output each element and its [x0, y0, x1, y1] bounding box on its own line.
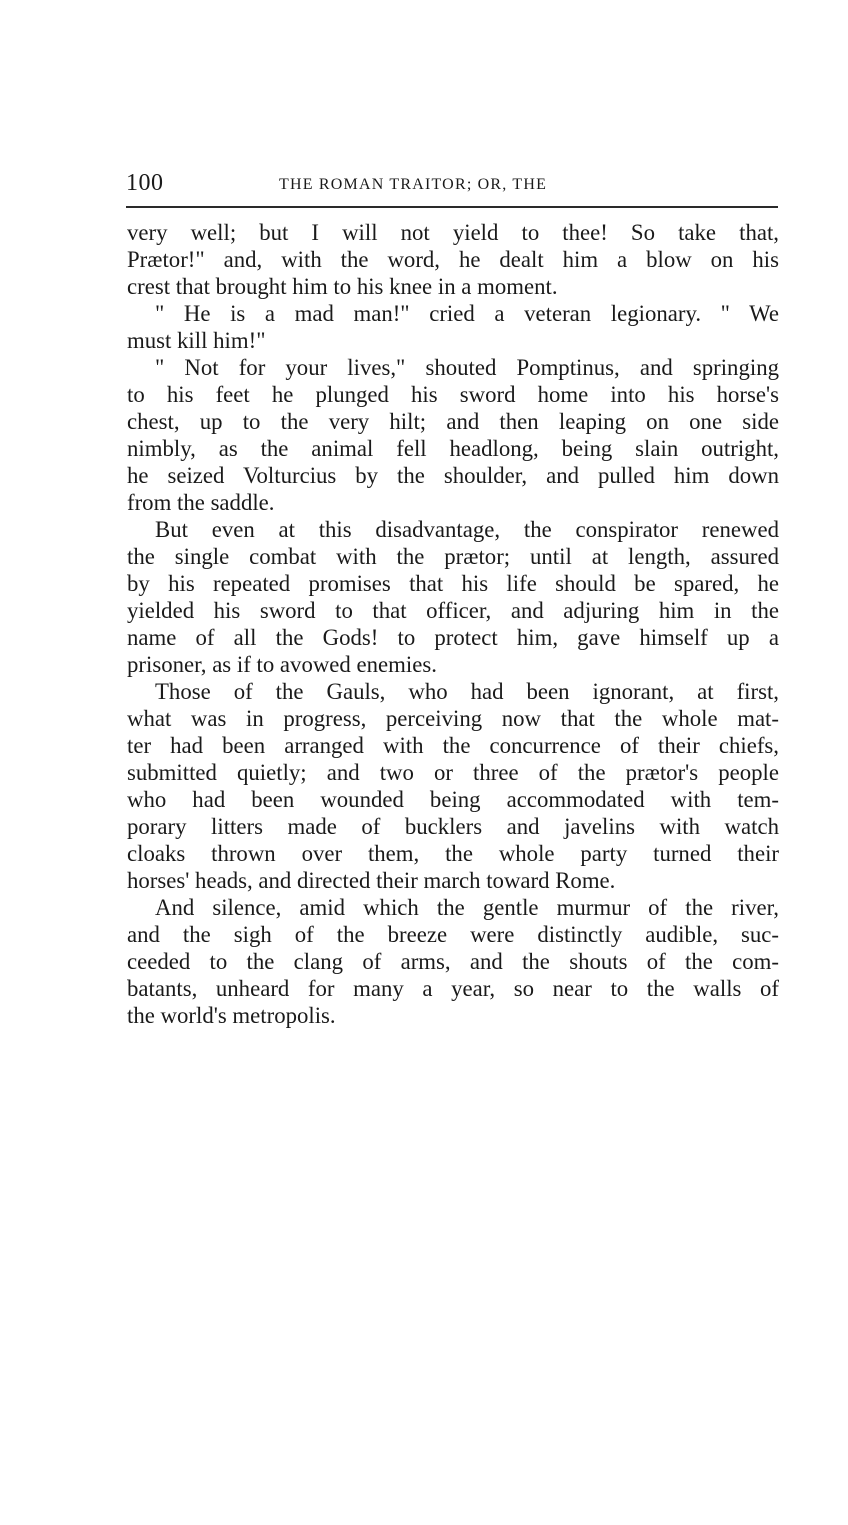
text-line: by his repeated promises that his life should be spared, he [127, 571, 779, 596]
text-line: and the sigh of the breeze were distinctly audible, suc- [127, 922, 779, 947]
text-line: must kill him!" [127, 328, 266, 353]
text-line: name of all the Gods! to protect him, gave himself up a [127, 625, 779, 650]
text-line: what was in progress, perceiving now that the whole mat- [127, 706, 779, 731]
text-line: batants, unheard for many a year, so near to the walls of [127, 976, 779, 1001]
text-line: to his feet he plunged his sword home into his horse's [127, 382, 779, 407]
text-line: porary litters made of bucklers and javelins with watch [127, 814, 779, 839]
text-line: Those of the Gauls, who had been ignorant, at first, [155, 679, 779, 704]
text-line: very well; but I will not yield to thee! So take that, [127, 220, 779, 245]
text-line: chest, up to the very hilt; and then leaping on one side [127, 409, 779, 434]
body-text [127, 219, 779, 1029]
header-rule [126, 206, 778, 208]
text-line: nimbly, as the animal fell headlong, being slain outright, [127, 436, 779, 461]
text-line: ceeded to the clang of arms, and the shouts of the com- [127, 949, 779, 974]
text-line: cloaks thrown over them, the whole party turned their [127, 841, 779, 866]
text-line: yielded his sword to that officer, and adjuring him in the [127, 598, 779, 623]
text-line: the world's metropolis. [127, 1003, 336, 1028]
text-line: crest that brought him to his knee in a moment. [127, 274, 558, 299]
text-line: But even at this disadvantage, the conspirator renewed [155, 517, 779, 542]
text-line: " Not for your lives," shouted Pomptinus, and springing [155, 355, 779, 380]
page-number: 100 [126, 170, 164, 196]
text-line: Prætor!" and, with the word, he dealt him a blow on his [127, 247, 779, 272]
text-line: he seized Volturcius by the shoulder, and pulled him down [127, 463, 779, 488]
text-line: horses' heads, and directed their march toward Rome. [127, 868, 616, 893]
text-line: And silence, amid which the gentle murmur of the river, [155, 895, 779, 920]
text-line: submitted quietly; and two or three of the prætor's people [127, 760, 779, 785]
text-line: from the saddle. [127, 490, 275, 515]
text-line: ter had been arranged with the concurrence of their chiefs, [127, 733, 779, 758]
text-line: " He is a mad man!" cried a veteran legionary. " We [155, 301, 779, 326]
running-head [126, 170, 778, 202]
text-line: the single combat with the prætor; until at length, assured [127, 544, 779, 569]
text-line: who had been wounded being accommodated with tem- [127, 787, 779, 812]
running-title: THE ROMAN TRAITOR; OR, THE [279, 176, 548, 193]
text-line: prisoner, as if to avowed enemies. [127, 652, 437, 677]
